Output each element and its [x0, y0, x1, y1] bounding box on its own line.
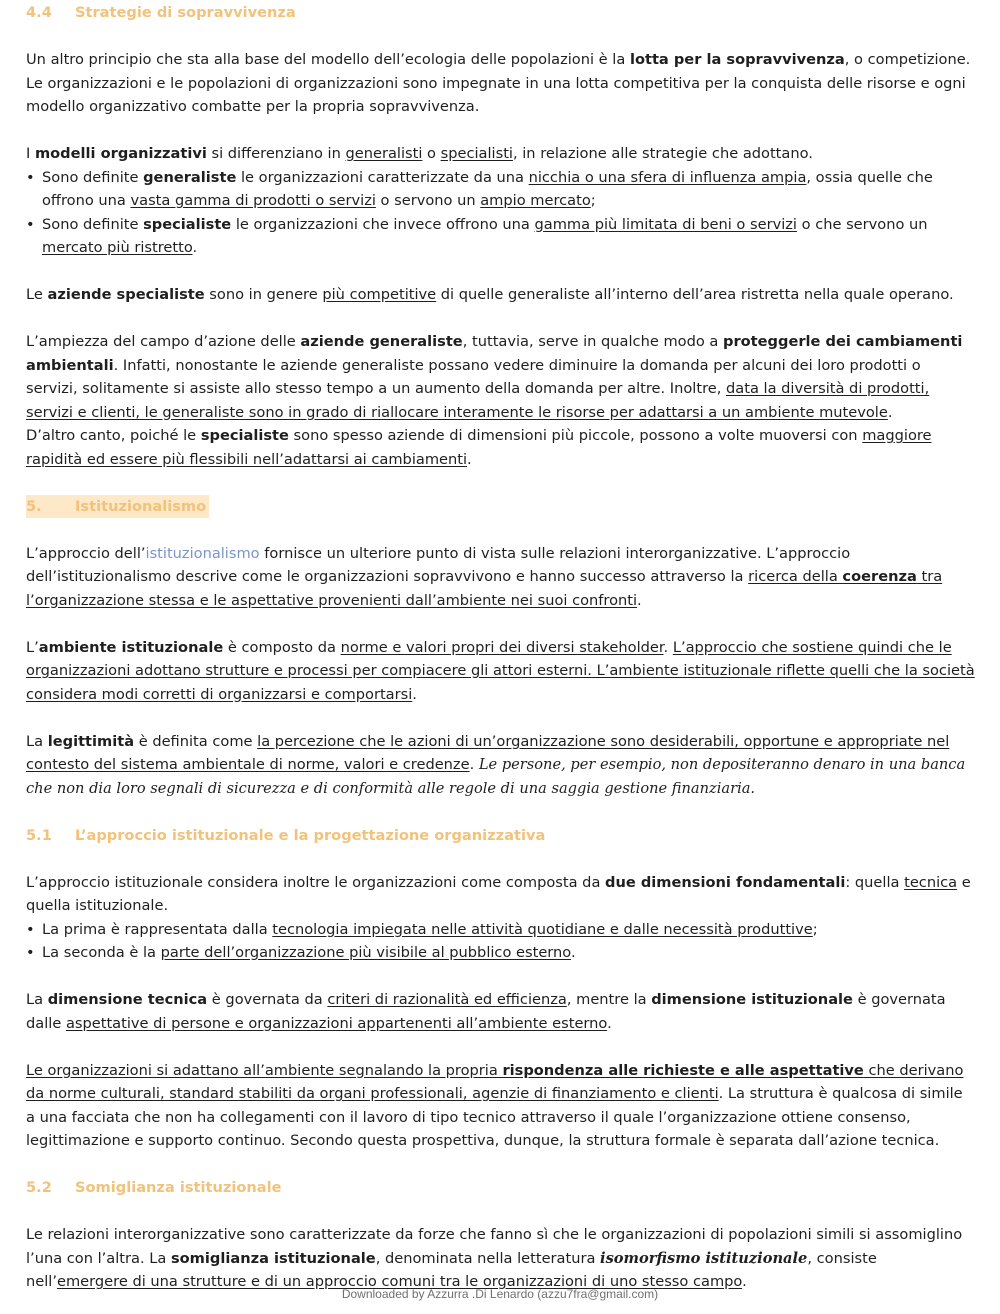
paragraph: L’approccio dell’istituzionalismo fornisce un ulteriore punto di vista sulle relazioni interorganizzative. L’approccio dell’istituzionalismo descrive come le organizzazioni sopravvivono e hanno successo attraverso la ricerca della coerenza tra l’organizzazione stessa e le aspettative provenienti dall’ambiente nei suoi confronti. [26, 544, 943, 609]
download-footer: Downloaded by Azzurra .Di Lenardo (azzu7fra@gmail.com) [341, 1287, 659, 1301]
section-heading-5-2: 5.2 Somiglianza istituzionale [26, 1179, 282, 1196]
paragraph: Le organizzazioni si adattano all’ambiente segnalando la propria rispondenza alle richieste e alle aspettative che derivano da norme culturali, standard stabiliti da organi professionali, agenzie di finanziamento e clienti. La struttura è qualcosa di simile a una facciata che non ha collegamenti con il lavoro di tipo tecnico attraverso il quale l’organizzazione ottiene consenso, legittimazione e supporto continuo. Secondo questa prospettiva, dunque, la struttura formale è separata dall’azione tecnica. [26, 1061, 964, 1149]
section-heading-4-4: 4.4 Strategie di sopravvivenza [26, 4, 296, 21]
bullet-list [26, 166, 976, 260]
bullet-list [26, 918, 976, 965]
list-item: • La prima è rappresentata dalla tecnologia impiegata nelle attività quotidiane e dalle necessità produttive; [26, 918, 976, 942]
paragraph: L’ambiente istituzionale è composto da norme e valori propri dei diversi stakeholder. L’approccio che sostiene quindi che le organizzazioni adottano strutture e processi per compiacere gli attori esterni. L’ambiente istituzionale riflette quelli che la società considera modi corretti di organizzarsi e comportarsi. [26, 638, 975, 703]
paragraph: L’ampiezza del campo d’azione delle aziende generaliste, tuttavia, serve in qualche modo a proteggerle dei cambiamenti ambientali. Infatti, nonostante le aziende generaliste possano vedere diminuire la domanda per alcuni dei loro prodotti o servizi, solitamente si assiste allo stesso tempo a un aumento della domanda per altre. Inoltre, data la diversità di prodotti, servizi e clienti, le generaliste sono in grado di riallocare interamente le risorse per adattarsi a un ambiente mutevole. [26, 333, 963, 421]
paragraph: Le aziende specialiste sono in genere più competitive di quelle generaliste all’interno dell’area ristretta nella quale operano. [26, 286, 954, 303]
paragraph: La dimensione tecnica è governata da criteri di razionalità ed efficienza, mentre la dimensione istituzionale è governata dalle aspettative di persone e organizzazioni appartenenti all’ambiente esterno. [26, 991, 946, 1032]
paragraph: D’altro canto, poiché le specialiste sono spesso aziende di dimensioni più piccole, possono a volte muoversi con maggiore rapidità ed essere più flessibili nell’adattarsi ai cambiamenti. [26, 427, 932, 468]
paragraph: I modelli organizzativi si differenziano in generalisti o specialisti, in relazione alle strategie che adottano. [26, 145, 813, 162]
document-page [26, 0, 976, 1294]
section-heading-5: 5. Istituzionalismo [26, 495, 209, 519]
paragraph: Le relazioni interorganizzative sono caratterizzate da forze che fanno sì che le organizzazioni di popolazioni simili si assomiglino l’una con l’altra. La somiglianza istituzionale, denominata nella letteratura isomorfismo istituzionale, consiste nell’emergere di una strutture e di un approccio comuni tra le organizzazioni di uno stesso campo. [26, 1226, 963, 1290]
paragraph: Un altro principio che sta alla base del modello dell’ecologia delle popolazioni è la lotta per la sopravvivenza, o competizione. Le organizzazioni e le popolazioni di organizzazioni sono impegnate in una lotta competitiva per la conquista delle risorse e ogni modello organizzativo combatte per la propria sopravvivenza. [26, 51, 971, 115]
list-item: • Sono definite specialiste le organizzazioni che invece offrono una gamma più limitata di beni o servizi o che servono un mercato più ristretto. [26, 213, 976, 260]
section-heading-5-1: 5.1 L’approccio istituzionale e la progettazione organizzativa [26, 826, 546, 844]
paragraph: La legittimità è definita come la percezione che le azioni di un’organizzazione sono desiderabili, opportune e appropriate nel contesto del sistema ambientale di norme, valori e credenze. Le persone, per esempio, non depositeranno denaro in una banca che non dia loro segnali di sicurezza e di conformità alle regole di una saggia gestione finanziaria. [26, 732, 966, 797]
list-item: • La seconda è la parte dell’organizzazione più visibile al pubblico esterno. [26, 941, 976, 965]
paragraph: L’approccio istituzionale considera inoltre le organizzazioni come composta da due dimensioni fondamentali: quella tecnica e quella istituzionale. [26, 873, 971, 914]
list-item: • Sono definite generaliste le organizzazioni caratterizzate da una nicchia o una sfera di influenza ampia, ossia quelle che offrono una vasta gamma di prodotti o servizi o servono un ampio mercato; [26, 166, 976, 213]
